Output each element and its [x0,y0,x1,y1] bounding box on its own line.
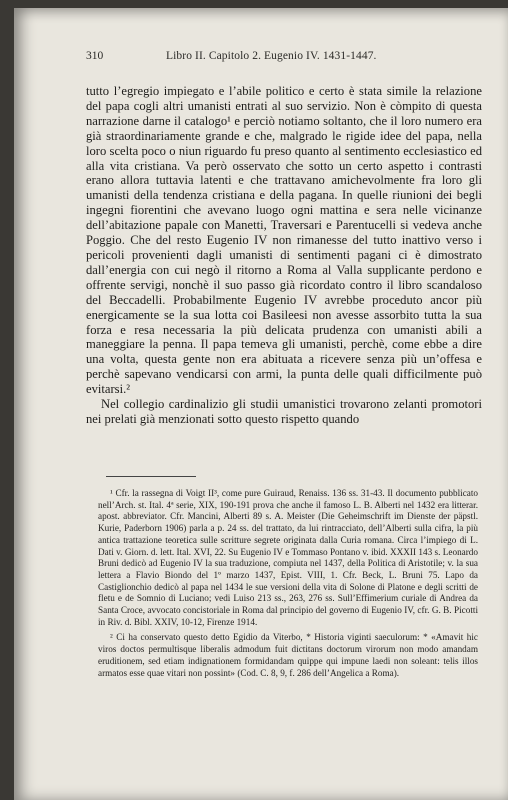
body-paragraph: Nel collegio cardinalizio gli studii umanistici trovarono zelanti promotori nei prelati già menzionati sotto questo rispetto quando [86,397,482,426]
main-text [86,84,482,427]
footnotes [98,488,478,679]
footnote: ² Ci ha conservato questo detto Egidio da Viterbo, * Historia viginti saeculorum: * «Amavit hic viros doctos permultisque liberalis admodum fuit dictitans doctorum virorum non modo amandam eruditionem, sed etiam indignationem formidandam quippe qui impune laedi non soleant: telis illos armatos esse quae vitari non possint» (Cod. C. 8, 9, f. 286 dell’Angelica a Roma). [98,632,478,678]
page-number: 310 [86,50,104,62]
body-paragraph: tutto l’egregio impiegato e l’abile politico e certo è stata simile la relazione del papa cogli altri umanisti entrati al suo servizio. Non è còmpito di questa narrazione darne il catalogo¹ e perciò notiamo soltanto, che il loro numero era già straordinariamente grande e che, malgrado le rigide idee del papa, nella loro scelta poco o niun riguardo fu preso quanto al sentimento ecclesiastico ed alla vita cristiana. Va però osservato che sotto un certo aspetto i contrasti erano allora tuttavia latenti e che trattavano amichevolmente fra loro gli umanisti della tendenza cristiana e della pagana. In quelle riunioni dei begli ingegni fiorentini che avevano luogo ogni mattina e sera nelle vicinanze dell’abitazione papale con Manetti, Traversari e Parentucelli si vedeva anche Poggio. Che del resto Eugenio IV non rimanesse del tutto inattivo verso i pericoli provenienti dagli umanisti di sentimenti pagani ci è dimostrato dall’energia con cui negò il ritorno a Roma al Valla supplicante perdono e offrente servigi, nonchè il suo passo già ricordato contro il libro scandaloso del Beccadelli. Probabilmente Eugenio IV avrebbe proceduto ancor più energicamente se la sua lotta coi Basileesi non avesse assorbito tutta la sua forza e resa necessaria la più delicata prudenza con umanisti abili a maneggiare la penna. Il papa temeva gli umanisti, perchè, come ebbe a dire una volta, questa gente non era abituata a ricevere senza più un’offesa e perchè sapevano vendicarsi con armi, la punta delle quali difficilmente può evitarsi.² [86,84,482,397]
footnote: ¹ Cfr. la rassegna di Voigt II³, come pure Guiraud, Renaiss. 136 ss. 31-43. Il documento pubblicato nell’Arch. st. Ital. 4ª serie, XIX, 190-191 prova che anche il famoso L. B. Alberti nel 1432 era litterar. apost. abbreviator. Cfr. Mancini, Alberti 89 s. A. Meister (Die Geheimschrift im Dienste der päpstl. Kurie, Paderborn 1906) parla a p. 24 ss. del trattato, da lui rintracciato, dell’Alberti sulla cifra, la più antica trattazione teoretica sulle scritture segrete originata dalla Curia romana. Circa l’impiego di L. Dati v. Giorn. d. lett. Ital. XVI, 22. Su Eugenio IV e Tommaso Pontano v. ibid. XXXII 143 s. Leonardo Bruni dedicò ad Eugenio IV la sua traduzione, compiuta nel 1437, della Politica di Aristotile; v. la sua lettera a Flavio Biondo del 1º marzo 1437, Epist. VIII, 1. Cfr. Beck, L. Bruni 75. Lapo da Castiglionchio dedicò al papa nel 1434 le sue versioni della vita di Solone di Platone e degli scritti de fletu e de Somnio di Luciano; vedi Luiso 213 ss., 263, 276 ss. Sull’Effimerium curiale di Andrea da Santa Croce, avvocato concistoriale in Roma dal principio del governo di Eugenio IV, cfr. G. B. Picotti in Riv. d. Bibl. XXIV, 10-12, Firenze 1914. [98,488,478,627]
book-page [14,8,508,800]
footnote-separator [106,476,196,477]
running-title: Libro II. Capitolo 2. Eugenio IV. 1431-1447. [166,50,377,62]
